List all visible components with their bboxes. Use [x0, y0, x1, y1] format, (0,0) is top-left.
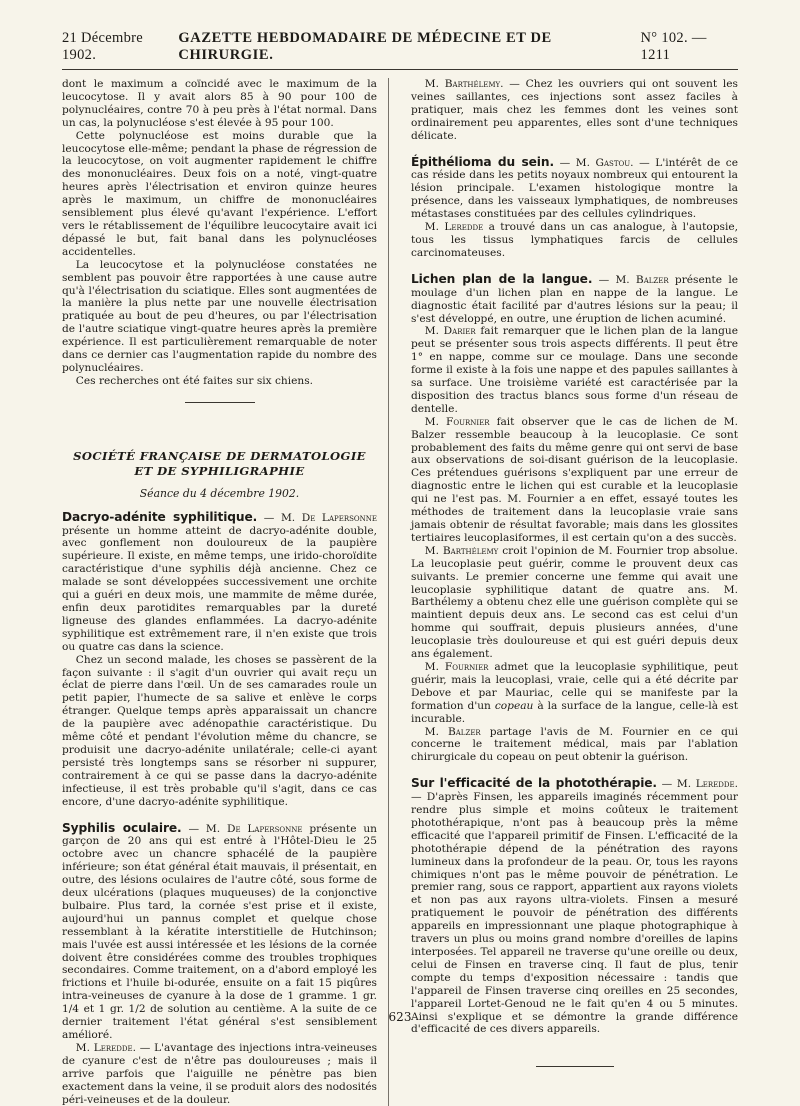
section-text: a trouvé dans un cas analogue, à l'autopsie, tous les tissus lymphatiques farcis de cellules carcinomateuses. — [411, 221, 738, 259]
section-text: présente le moulage d'un lichen plan en nappe de la langue. Le diagnostic était facilité par d'autres lésions sur la peau; il s'est développé, en outre, une éruption de lichen acuminé. — [411, 273, 738, 325]
issue-number: N° 102. — 1211 — [640, 30, 707, 63]
running-header — [62, 30, 738, 70]
session-date: Séance du 4 décembre 1902. — [139, 486, 300, 500]
section-text: à la surface de la langue, celle-là est incurable. — [411, 699, 739, 725]
page-number: 623 — [388, 1010, 412, 1024]
section-text: partage l'avis de M. Fournier en ce qui concerne le traitement médical, mais par l'ablation chirurgicale du copeau on peut obtenir la guérison. — [411, 725, 738, 764]
author-name: M. Leredde. — [75, 1041, 136, 1054]
section-text: — Chez les ouvriers qui ont souvent les veines saillantes, ces injections sont assez faciles à pratiquer, mais chez les femmes dont les veines sont ordinairement peu apparentes, elles sont d'une techniques délicate. — [411, 78, 738, 142]
left-column — [62, 78, 389, 1106]
section-text: fait remarquer que le lichen plan de la langue peut se présenter sous trois aspects différents. Il peut être 1° en nappe, comme sur ce moulage. Dans une seconde forme il existe à la fois une nappe et des papules saillantes à sa surface. Une troisième variété est caractérisée par la disposition des tractus blancs sous forme d'un réseau de dentelle. — [411, 325, 738, 415]
section-text: présente un garçon de 20 ans qui est entré à l'Hôtel-Dieu le 25 octobre avec un chancre sphacélé de la paupière inférieure; son état général était mauvais, il présentait, en outre, des lésions oculaires de l'autre côté, sous forme de deux ulcérations (plaques muqueuses) de la conjonctive bulbaire. Plus tard, la cornée s'est prise et il existe, aujourd'hui un pannus complet et quelque chose ressemblant à la kératite interstitielle de Hutchinson; mais l'uvée est aussi intéressée et les lésions de la cornée doivent être considérées comme des troubles trophiques secondaires. Comme traitement, on a d'abord employé les frictions et l'huile bi-odurée, ensuite on a fait 15 piqûres intra-veineuses de cyanure à la dose de 1 gramme. 1 gr. 1/4 et 1 gr. 1/2 de solution au centième. A la suite de ce dernier traitement l'état général s'est sensiblement amélioré. — [62, 822, 378, 1041]
section-divider — [185, 402, 255, 403]
emphasis: copeau — [494, 699, 534, 712]
paragraph — [411, 221, 738, 260]
paragraph: Ces recherches ont été faites sur six chiens. — [75, 374, 314, 387]
section-title: Dacryo-adénite syphilitique. — [62, 509, 258, 524]
society-title-line: ET DE SYPHILIGRAPHIE — [134, 463, 305, 478]
society-heading — [62, 449, 377, 479]
author-name: M. Fournier — [424, 415, 490, 428]
author-name: M. Barthélemy. — [424, 78, 504, 90]
section-text: — L'avantage des injections intra-veineuses de cyanure c'est de n'être pas douloureuses ; mais il arrive parfois que l'aiguille ne pénètre pas bien exactement dans la veine, il se produit alors des nodosités péri-veineuses et de la douleur. — [62, 1041, 378, 1106]
section-phototherapie — [411, 777, 738, 1036]
paragraph: dont le maximum a coïncidé avec le maximum de la leucocytose. Il y avait alors 85 à 90 pour 100 de polynucléaires, contre 70 à peu près à l'état normal. Dans un cas, la polynucléose s'est élevée à 95 pour 100. — [62, 78, 377, 129]
section-text: — D'après Finsen, les appareils imaginés récemment pour rendre plus simple et moins coûteux le traitement photothérapique, n'ont pas à beaucoup près la même efficacité que l'appareil primitif de Finsen. L'efficacité de la photothérapie dépend de la pénétration des rayons lumineux dans la profondeur de la peau. Or, tous les rayons chimiques n'ont pas le même pouvoir de pénétration. Le premier rang, sous ce rapport, appartient aux rayons violets et non pas aux rayons ultra-violets. Finsen a mesuré pratiquement le pouvoir de pénétration des différents appareils en impressionnant une plaque photographique à travers un plus ou moins grand nombre d'oreilles de lapins interposées. Tel appareil ne traverse qu'une oreille ou deux, celui de Finsen en traverse cinq. Il faut de plus, tenir compte du temps d'exposition nécessaire : tandis que l'appareil de Finsen traverse cinq oreilles en 25 secondes, l'appareil Lortet-Genoud ne le fait qu'en 4 ou 5 minutes. Ainsi s'explique et se démontre la grande différence d'efficacité de ces divers appareils. — [411, 791, 738, 1036]
society-title-line: SOCIÉTÉ FRANÇAISE DE DERMATOLOGIE — [73, 448, 366, 463]
author-name: — M. Gastou. — [559, 156, 634, 169]
author-name: M. Barthélemy — [424, 544, 499, 557]
paragraph: Chez un second malade, les choses se passèrent de la façon suivante : il s'agit d'un ouvrier qui avait reçu un éclat de pierre dans l'œil. Un de ses camarades roule un petit papier, l'humecte de sa salive et enlève le corps étranger. Quelque temps après apparaissait un chancre de la paupière avec adénopathie caractéristique. Du même côté et pendant l'évolution même du chancre, se produisit une dacryo-adénite unilatérale; celle-ci ayant persisté très longtemps sans se résorber ni suppurer, contrairement à ce qui se passe dans la dacryo-adénite infectieuse, il est très probable qu'il s'agit, dans ce cas encore, d'une dacryo-adénite syphilitique. — [62, 653, 377, 808]
paragraph: La leucocytose et la polynucléose constatées ne semblent pas pouvoir être rapportées à une cause autre qu'à l'électrisation du sciatique. Elles sont augmentées de la manière la plus nette par une nouvelle électrisation pratiquée au bout de peu d'heures, ou par l'électrisation de l'autre sciatique vingt-quatre heures après la première expérience. Il est particulièrement remarquable de noter dans ce dernier cas l'augmentation rapide du nombre des polynucléaires. — [62, 258, 377, 374]
author-name: — M. De Lapersonne — [188, 822, 303, 835]
section-lichen-plan — [411, 273, 738, 326]
paragraph — [411, 545, 738, 661]
section-dacryo-adenite — [62, 511, 377, 654]
text-columns — [62, 78, 738, 1106]
right-column — [411, 78, 738, 1106]
section-title: Lichen plan de la langue. — [411, 271, 593, 286]
section-text: — L'intérêt de ce cas réside dans les petits noyaux nombreux qui entourent la lésion principale. L'examen histologique montre la présence, dans les vaisseaux lymphatiques, de nombreuses métastases constituées par des cellules cylindriques. — [411, 156, 738, 221]
paragraph — [411, 78, 738, 143]
paragraph — [411, 726, 738, 765]
paragraph — [411, 416, 738, 545]
section-syphilis-oculaire — [62, 822, 377, 1042]
section-title: Épithélioma du sein. — [411, 154, 554, 169]
author-name: M. Balzer — [424, 725, 481, 738]
paragraph — [62, 1042, 377, 1106]
section-text: fait observer que le cas de lichen de M. Balzer ressemble beaucoup à la leucoplasie. Ce sont probablement des faits du même genre qui ont servi de base aux observations de soi-disant guérison de la leucoplasie. Ces prétendues guérisons s'expliquent par une erreur de diagnostic entre le lichen qui est curable et la leucoplasie qui ne l'est pas. M. Fournier a en effet, essayé toutes les méthodes de traitement dans la leucoplasie vraie sans jamais obtenir de résultat favorable; mais dans les glossites tertiaires leucoplasiformes, il est certain qu'on a des succès. — [411, 415, 738, 544]
section-text: présente un homme atteint de dacryo-adénite double, avec gonflement non douloureux de la paupière supérieure. Il existe, en même temps, une irido-choroïdite caractéristique d'une syphilis déjà ancienne. Chez ce malade se sont développées successivement une orchite qui a guéri en deux mois, une mammite de même durée, enfin deux parotidites remarquables par la dureté ligneuse des glandes enflammées. La dacryo-adénite syphilitique est extrêmement rare, il n'en existe que trois ou quatre cas dans la science. — [62, 524, 377, 653]
author-name: M. Darier — [424, 325, 476, 338]
paragraph — [411, 661, 738, 726]
section-title: Sur l'efficacité de la photothérapie. — [411, 776, 657, 791]
author-name: M. Fournier — [424, 660, 489, 673]
section-title: Syphilis oculaire. — [62, 820, 182, 835]
paragraph: Cette polynucléose est moins durable que la leucocytose elle-même; pendant la phase de régression de la leucocytose, on voit augmenter rapidement le chiffre des mononucléaires. Deux fois on a noté, vingt-quatre heures après l'électrisation et environ quinze heures après le maximum, un chiffre de mononucléaires sensiblement plus élevé qu'avant l'expérience. L'effort vers le rétablissement de l'équilibre leucocytaire avait ici dépassé le but, fait banal dans les polynucléoses accidentelles. — [62, 129, 377, 258]
section-text: admet que la leucoplasie syphilitique, peut guérir, mais la leucoplasi, vraie, celle qui a été décrite par Debove et par Mauriac, celle qui se manifeste par la formation d'un — [411, 660, 738, 712]
end-divider — [536, 1066, 614, 1067]
author-name: — M. Balzer — [598, 273, 669, 286]
section-epithelioma — [411, 156, 738, 222]
author-name: — M. Leredde. — [661, 778, 738, 791]
issue-date: 21 Décembre 1902. — [62, 30, 143, 63]
section-text: croit l'opinion de M. Fournier trop absolue. La leucoplasie peut guérir, comme le prouvent deux cas suivants. Le premier concerne une femme qui avait une leucoplasie syphilitique datant de quatre ans. M. Barthélemy a obtenu chez elle une guérison complète qui se maintient depuis deux ans. Le second cas est celui d'un homme qui souffrait, depuis plusieurs années, d'une leucoplasie très douloureuse et qui est guéri depuis deux ans également. — [411, 544, 739, 661]
paragraph — [411, 325, 738, 415]
journal-title: GAZETTE HEBDOMADAIRE DE MÉDECINE ET DE CHIRURGIE. — [178, 30, 552, 63]
author-name: M. Leredde — [424, 221, 484, 234]
author-name: — M. De Lapersonne — [263, 511, 377, 524]
